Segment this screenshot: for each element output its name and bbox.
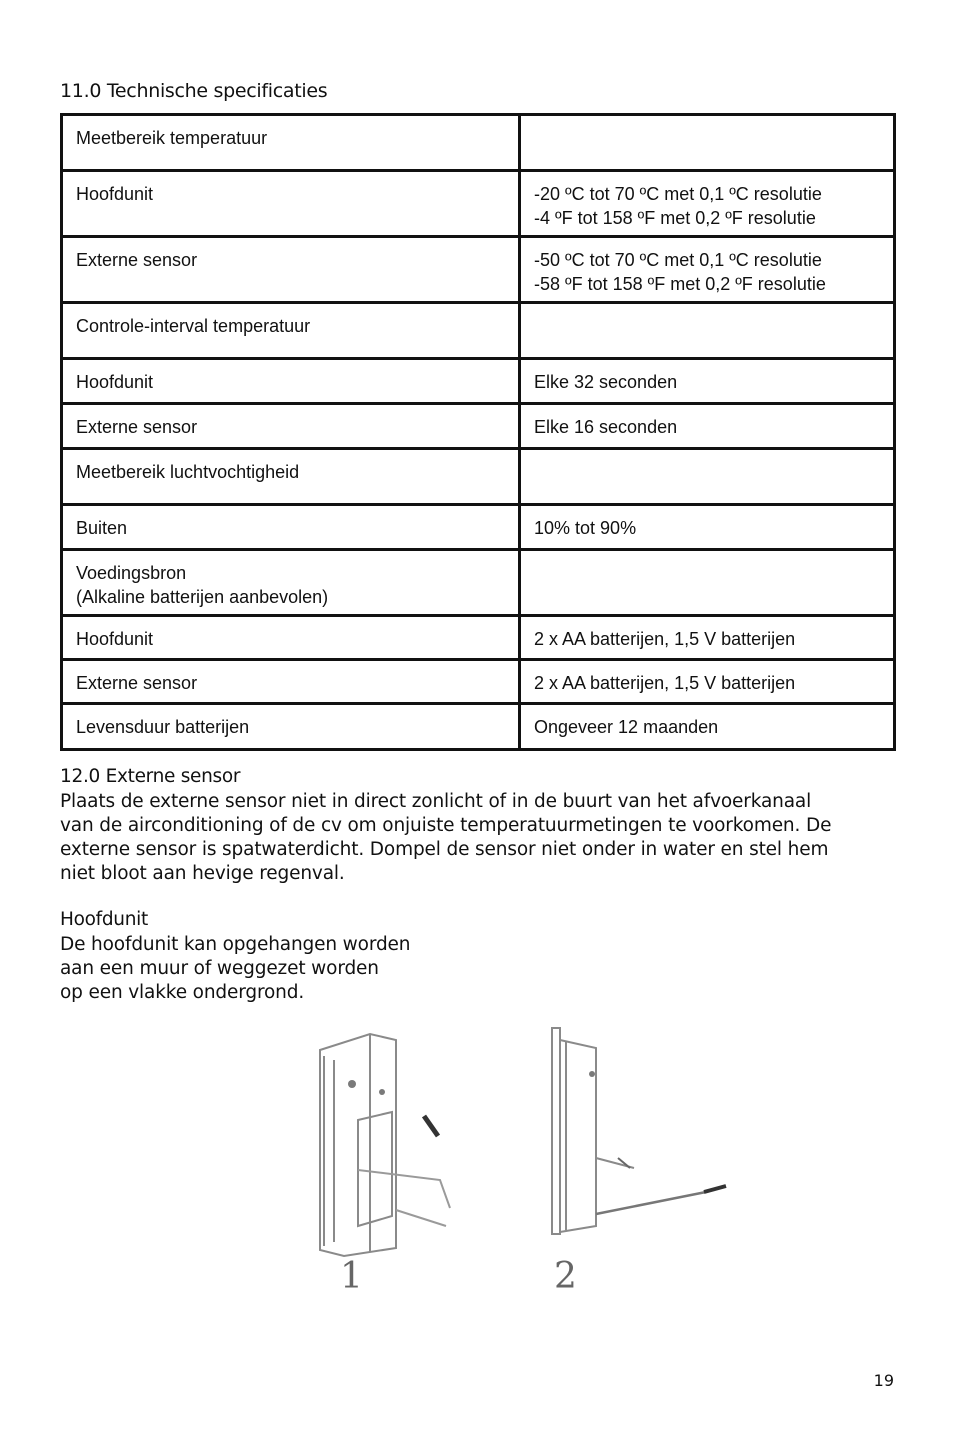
spec-table <box>60 113 896 751</box>
spec-label: Meetbereik temperatuur <box>62 115 520 171</box>
spec-value: 2 x AA batterijen, 1,5 V batterijen <box>520 660 895 704</box>
wall-mount-illustration <box>300 1020 480 1320</box>
spec-label: Hoofdunit <box>62 171 520 237</box>
section-11-title: 11.0 Technische specificaties <box>60 80 328 102</box>
spec-value <box>520 303 895 359</box>
table-row <box>62 505 895 550</box>
page-number: 19 <box>873 1371 894 1390</box>
section-12-title: 12.0 Externe sensor <box>60 766 241 787</box>
spec-value <box>520 115 895 171</box>
illustration-label-1: 1 <box>340 1256 363 1297</box>
spec-label: Controle-interval temperatuur <box>62 303 520 359</box>
hoofdunit-body: De hoofdunit kan opgehangen worden aan een muur of weggezet worden op een vlakke ondergrond. <box>60 934 411 1003</box>
table-row <box>62 616 895 660</box>
spec-value: Ongeveer 12 maanden <box>520 704 895 750</box>
spec-value: Elke 32 seconden <box>520 359 895 404</box>
table-row <box>62 359 895 404</box>
illustration-label-2: 2 <box>554 1256 577 1297</box>
table-row <box>62 404 895 449</box>
spec-label: Meetbereik luchtvochtigheid <box>62 449 520 505</box>
table-row <box>62 449 895 505</box>
section-12-body: Plaats de externe sensor niet in direct zonlicht of in de buurt van het afvoerkanaal van de airconditioning of de cv om onjuiste temperatuurmetingen te voorkomen. De externe sensor is spatwaterdicht. Dompel de sensor niet onder in water en stel hem niet bloot aan hevige regenval. <box>60 791 832 884</box>
spec-value: 2 x AA batterijen, 1,5 V batterijen <box>520 616 895 660</box>
table-row <box>62 115 895 171</box>
spec-value: -50 ºC tot 70 ºC met 0,1 ºC resolutie -58 ºF tot 158 ºF met 0,2 ºF resolutie <box>520 237 895 303</box>
spec-value <box>520 449 895 505</box>
spec-label: Buiten <box>62 505 520 550</box>
table-row <box>62 171 895 237</box>
spec-value: 10% tot 90% <box>520 505 895 550</box>
spec-value: -20 ºC tot 70 ºC met 0,1 ºC resolutie -4 ºF tot 158 ºF met 0,2 ºF resolutie <box>520 171 895 237</box>
spec-label: Hoofdunit <box>62 359 520 404</box>
hoofdunit-title: Hoofdunit <box>60 909 148 930</box>
table-row <box>62 660 895 704</box>
spec-label: Levensduur batterijen <box>62 704 520 750</box>
standing-illustration <box>540 1020 740 1320</box>
spec-value <box>520 550 895 616</box>
spec-label: Externe sensor <box>62 660 520 704</box>
spec-label: Externe sensor <box>62 237 520 303</box>
table-row <box>62 704 895 750</box>
table-row <box>62 550 895 616</box>
spec-label: Voedingsbron (Alkaline batterijen aanbevolen) <box>62 550 520 616</box>
spec-label: Hoofdunit <box>62 616 520 660</box>
spec-label: Externe sensor <box>62 404 520 449</box>
table-row <box>62 303 895 359</box>
spec-value: Elke 16 seconden <box>520 404 895 449</box>
table-row <box>62 237 895 303</box>
